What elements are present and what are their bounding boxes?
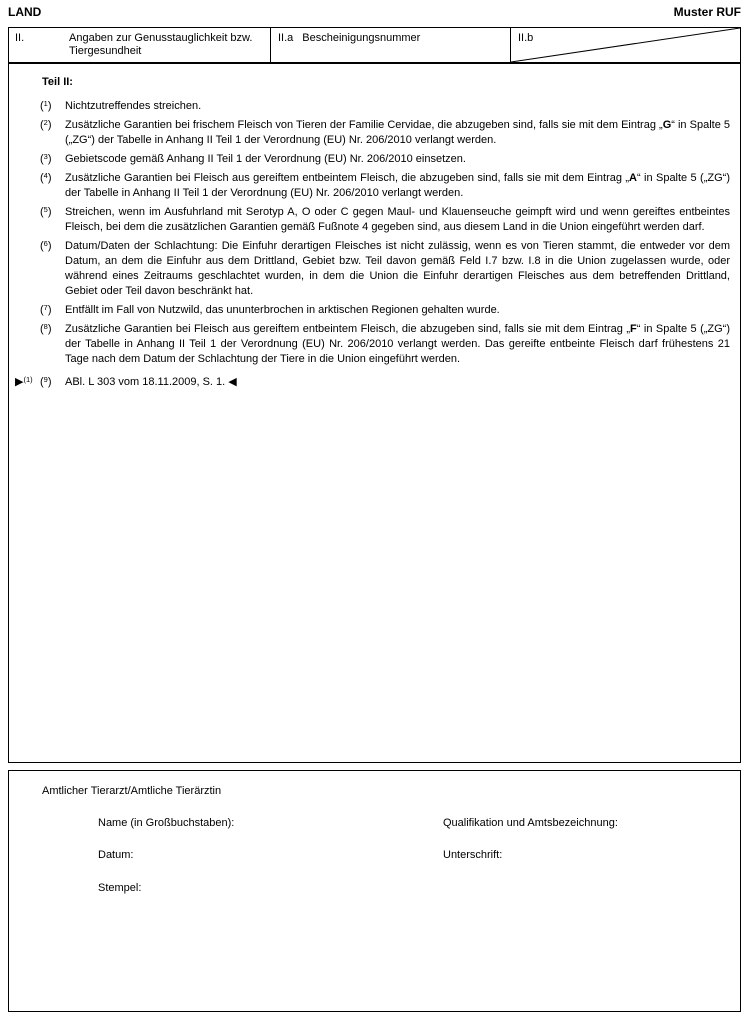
footnote-text: Nichtzutreffendes streichen. bbox=[65, 100, 202, 112]
footnote-text: Entfällt im Fall von Nutzwild, das ununterbrochen in arktischen Regionen gehalten wurde. bbox=[65, 304, 500, 316]
footnote-row bbox=[15, 375, 730, 390]
page-header bbox=[8, 5, 741, 27]
model-label: Muster RUF bbox=[673, 5, 741, 19]
part2-title: Teil II: bbox=[42, 76, 73, 88]
field-iia-label: Bescheinigungsnummer bbox=[302, 32, 421, 44]
amendment-start-marker bbox=[15, 152, 40, 167]
amendment-start-marker bbox=[15, 171, 40, 201]
field-iib-number: II.b bbox=[518, 32, 534, 44]
footnote-marker: ($^9$) bbox=[40, 374, 52, 388]
field-iib bbox=[511, 28, 740, 62]
country-label: LAND bbox=[8, 5, 42, 19]
footnote-marker: ($^4$) bbox=[40, 170, 52, 184]
qualification-label: Qualifikation und Amtsbezeichnung: bbox=[443, 817, 618, 829]
stamp-label: Stempel: bbox=[98, 882, 142, 894]
field-iia bbox=[271, 28, 511, 62]
amendment-start-marker bbox=[15, 303, 40, 318]
footnote-row bbox=[15, 152, 730, 167]
official-veterinarian-box bbox=[8, 770, 741, 1012]
footnote-text: Streichen, wenn im Ausfuhrland mit Serotyp A, O oder C gegen Maul- und Klauenseuche geimpft wird und wenn gereiftes entbeintes Fleisch, bei dem die zusätzlichen Garantien gemäß Fußnote 4 gegeben sind, aus diesem Land in die Union eingeführt werden darf. bbox=[65, 206, 730, 233]
footnote-row bbox=[15, 171, 730, 201]
footnote-marker: ($^8$) bbox=[40, 321, 52, 335]
footnote-text: ABl. L 303 vom 18.11.2009, S. 1. ◀ bbox=[65, 376, 237, 388]
field-ii bbox=[9, 28, 271, 62]
amendment-start-marker bbox=[15, 205, 40, 235]
footnote-text: Zusätzliche Garantien bei Fleisch aus gereiftem entbeintem Fleisch, die abzugeben sind, falls sie mit dem Eintrag „F“ in Spalte 5 („ZG“) der Tabelle in Anhang II Teil 1 der Verordnung (EU) Nr. 206/2010 verlangt werden. Das gereifte entbeinte Fleisch darf frühestens 21 Tage nach dem Datum der Schlachtung der Tiere in die Union eingeführt werden. bbox=[65, 323, 730, 365]
footnote-text: Zusätzliche Garantien bei Fleisch aus gereiftem entbeintem Fleisch, die abzugeben sind, falls sie mit dem Eintrag „A“ in Spalte 5 („ZG“) der Tabelle in Anhang II Teil 1 der Verordnung (EU) Nr. 206/2010 verlangt werden. bbox=[65, 172, 730, 199]
footnote-marker: ($^3$) bbox=[40, 151, 52, 165]
footnote-row bbox=[15, 205, 730, 235]
field-ii-label: Angaben zur Genusstauglichkeit bzw. Tiergesundheit bbox=[69, 32, 253, 57]
amendment-end-marker: ◀ bbox=[225, 376, 237, 388]
footnote-text: Datum/Daten der Schlachtung: Die Einfuhr derartigen Fleisches ist nicht zulässig, wenn es von Tieren stammt, die entweder vor dem Datum, an dem die Einfuhr aus dem Drittland, Gebiet bzw. Teil davon gemäß Feld I.7 bzw. I.8 in die Union zugelassen wurde, oder während eines Zeitraums geschlachtet wurden, in dem die Union die Einfuhr derartigen Fleisches aus dem betreffenden Drittland, Gebiet oder Teil davon beschränkt hat. bbox=[65, 240, 730, 297]
amendment-start-marker bbox=[15, 99, 40, 114]
field-iia-number: II.a bbox=[278, 32, 294, 44]
veterinarian-title: Amtlicher Tierarzt/Amtliche Tierärztin bbox=[42, 785, 222, 797]
footnote-marker: ($^2$) bbox=[40, 117, 52, 131]
date-label: Datum: bbox=[98, 849, 134, 861]
footnote-marker: ($^5$) bbox=[40, 204, 52, 218]
footnote-row bbox=[15, 322, 730, 367]
amendment-start-marker bbox=[15, 322, 40, 367]
name-label: Name (in Großbuchstaben): bbox=[98, 817, 235, 829]
amendment-start-marker bbox=[15, 118, 40, 148]
footnotes-list bbox=[15, 99, 730, 390]
footnote-row bbox=[15, 239, 730, 299]
part2-notes-box bbox=[8, 63, 741, 763]
footnote-text: Zusätzliche Garantien bei frischem Fleisch von Tieren der Familie Cervidae, die abzugeben sind, falls sie mit dem Eintrag „G“ in Spalte 5 („ZG“) der Tabelle in Anhang II Teil 1 der Verordnung (EU) Nr. 206/2010 verlangt werden. bbox=[65, 119, 731, 146]
section2-header-table bbox=[8, 27, 741, 63]
footnote-marker: ($^6$) bbox=[40, 238, 52, 252]
footnote-text: Gebietscode gemäß Anhang II Teil 1 der Verordnung (EU) Nr. 206/2010 einsetzen. bbox=[65, 153, 466, 165]
field-ii-number: II. bbox=[15, 32, 25, 44]
amendment-start-marker bbox=[15, 239, 40, 299]
footnote-row bbox=[15, 99, 730, 114]
footnote-marker: ($^1$) bbox=[40, 98, 52, 112]
footnote-row bbox=[15, 118, 730, 148]
footnote-row bbox=[15, 303, 730, 318]
footnote-marker: ($^7$) bbox=[40, 302, 52, 316]
amendment-start-marker: ▶$^{(1)}$ bbox=[15, 374, 33, 388]
diagonal-strike-line bbox=[511, 28, 740, 62]
signature-label: Unterschrift: bbox=[443, 849, 503, 861]
